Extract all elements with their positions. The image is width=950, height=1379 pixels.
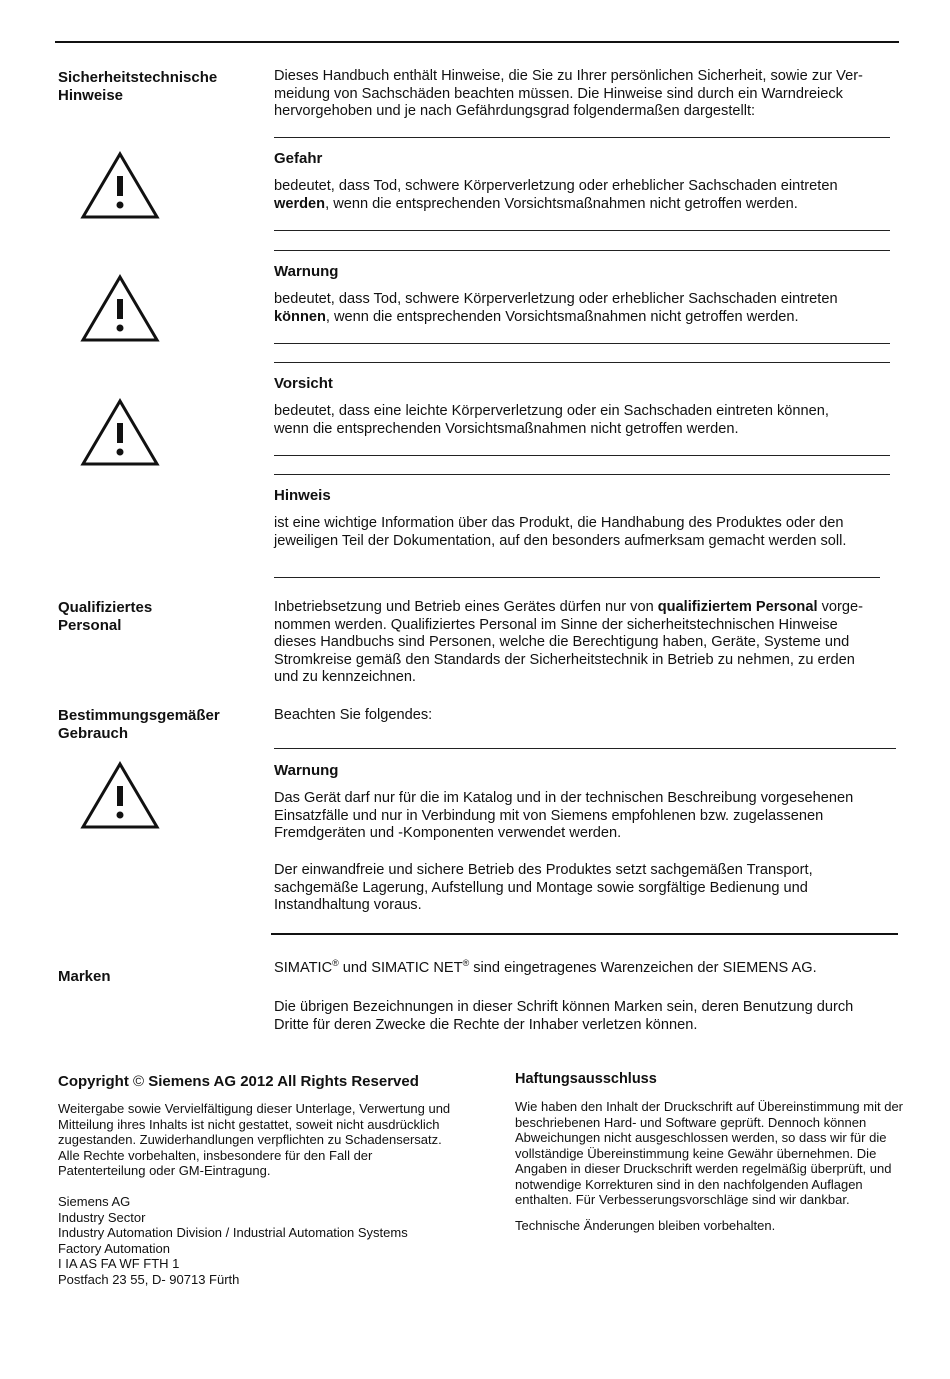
vorsicht-text [274, 403, 904, 438]
divider [274, 343, 890, 344]
text-line: I IA AS FA WF FTH 1 [58, 1256, 180, 1271]
gebrauch-text-2 [274, 862, 904, 915]
text-line: Wie haben den Inhalt der Druckschrift auf Übereinstimmung mit der [515, 1099, 904, 1114]
disclaimer-note: Technische Änderungen bleiben vorbehalten. [515, 1218, 776, 1233]
text-line: sachgemäße Lagerung, Aufstellung und Montage sowie sorgfältige Bedienung und [274, 879, 808, 896]
hinweis-text [274, 515, 904, 550]
label-line: Qualifiziertes [58, 599, 153, 616]
warning-triangle-icon [80, 397, 160, 467]
text-line: Das Gerät darf nur für die im Katalog und in der technischen Beschreibung vorgesehenen [274, 790, 854, 806]
text-line: Stromkreise gemäß den Standards der Sicherheitstechnik in Betrieb zu nehmen, zu erden [274, 651, 855, 668]
warnung-text [274, 291, 904, 326]
text-line [274, 309, 904, 327]
label-line: Personal [58, 617, 122, 634]
divider [271, 933, 898, 935]
text-line: Dieses Handbuch enthält Hinweise, die Sie zu Ihrer persönlichen Sicherheit, sowie zur Ver- [274, 68, 863, 84]
text-span: vorge- [817, 599, 863, 615]
text-span: , wenn die entsprechenden Vorsichtsmaßnahmen nicht getroffen werden. [325, 195, 798, 212]
copyright-symbol: © [133, 1073, 145, 1090]
divider [274, 577, 880, 578]
hinweis-title: Hinweis [274, 487, 331, 504]
text-span: Copyright [58, 1073, 133, 1090]
text-line: Postfach 23 55, D- 90713 Fürth [58, 1271, 240, 1287]
registered-mark: ® [332, 958, 339, 969]
text-line: Factory Automation [58, 1240, 170, 1256]
text-line: bedeutet, dass eine leichte Körperverletzung oder ein Sachschaden eintreten können, [274, 403, 829, 419]
text-line: Instandhaltung voraus. [274, 897, 422, 913]
text-line: Die übrigen Bezeichnungen in dieser Schrift können Marken sein, deren Benutzung durch [274, 999, 854, 1015]
gefahr-title: Gefahr [274, 150, 323, 167]
divider [274, 455, 890, 456]
gebrauch-text-1 [274, 790, 904, 843]
section-label-gebrauch [58, 707, 258, 743]
text-span: , wenn die entsprechenden Vorsichtsmaßnahmen nicht getroffen werden. [325, 308, 799, 325]
personal-text [274, 599, 904, 687]
label-line: Hinweise [58, 87, 124, 104]
emphasis: werden [274, 195, 326, 212]
divider [274, 474, 890, 475]
text-line: enthalten. Für Verbesserungsvorschläge sind wir dankbar. [515, 1192, 850, 1207]
copyright-text [58, 1101, 498, 1179]
marken-line-1 [274, 960, 904, 978]
gefahr-text [274, 178, 904, 213]
text-span: sind eingetragenes Warenzeichen der SIEMENS AG. [469, 960, 817, 976]
text-span: und SIMATIC NET [338, 960, 463, 976]
text-line: Fremdgeräten und -Komponenten verwendet werden. [274, 825, 622, 841]
text-line: dieses Handbuchs sind Personen, welche die Berechtigung haben, Geräte, Systeme und [274, 634, 850, 650]
text-span: Inbetriebsetzung und Betrieb eines Gerätes dürfen nur von [274, 599, 658, 615]
emphasis: können [274, 308, 326, 325]
section-label-personal [58, 599, 258, 635]
text-line: Mitteilung ihres Inhalts ist nicht gestattet, soweit nicht ausdrücklich [58, 1116, 440, 1132]
text-span: SIMATIC [274, 960, 333, 976]
text-span: Siemens AG 2012 All Rights Reserved [144, 1073, 419, 1090]
text-line: Dritte für deren Zwecke die Rechte der Inhaber verletzen können. [274, 1016, 698, 1033]
divider [274, 230, 890, 231]
text-line [274, 599, 904, 617]
text-line: wenn die entsprechenden Vorsichtsmaßnahmen nicht getroffen werden. [274, 420, 739, 437]
section-label-safety [58, 69, 258, 105]
text-line: jeweiligen Teil der Dokumentation, auf den besonders aufmerksam gemacht werden soll. [274, 532, 847, 549]
disclaimer-title: Haftungsausschluss [515, 1071, 657, 1087]
warning-triangle-icon [80, 273, 160, 343]
gebrauch-intro: Beachten Sie folgendes: [274, 707, 433, 723]
text-line: bedeutet, dass Tod, schwere Körperverletzung oder erheblicher Sachschaden eintreten [274, 178, 838, 194]
text-line: hervorgehoben und je nach Gefährdungsgrad folgendermaßen dargestellt: [274, 103, 756, 119]
warning-triangle-icon [80, 150, 160, 220]
text-line: Industry Automation Division / Industrial Automation Systems [58, 1225, 408, 1240]
text-line: Weitergabe sowie Vervielfältigung dieser Unterlage, Verwertung und [58, 1101, 451, 1116]
text-line: Der einwandfreie und sichere Betrieb des Produktes setzt sachgemäßen Transport, [274, 862, 813, 878]
warning-triangle-icon [80, 760, 160, 830]
text-line: beschriebenen Hard- und Software geprüft. Dennoch können [515, 1114, 867, 1130]
emphasis: qualifiziertem Personal [657, 599, 818, 615]
label-line: Bestimmungsgemäßer [58, 707, 220, 724]
copyright-title [58, 1073, 419, 1090]
divider [274, 748, 896, 749]
vorsicht-title: Vorsicht [274, 375, 333, 392]
marken-text-2 [274, 999, 904, 1034]
gebrauch-warnung-title: Warnung [274, 762, 339, 779]
text-line: Industry Sector [58, 1209, 146, 1225]
section-label-marken: Marken [58, 968, 111, 985]
address-block [58, 1194, 498, 1287]
text-line: Patenterteilung oder GM-Eintragung. [58, 1163, 271, 1178]
text-line: zugestanden. Zuwiderhandlungen verpflichten zu Schadensersatz. [58, 1132, 442, 1147]
text-line [274, 196, 904, 214]
divider [274, 250, 890, 251]
divider [274, 362, 890, 363]
text-line: Einsatzfälle und nur in Verbindung mit von Siemens empfohlenen bzw. zugelassenen [274, 807, 824, 824]
text-line: Angaben in dieser Druckschrift werden regelmäßig überprüft, und [515, 1161, 892, 1176]
registered-mark: ® [462, 958, 470, 969]
text-line: ist eine wichtige Information über das Produkt, die Handhabung des Produktes oder den [274, 515, 844, 531]
top-divider [55, 41, 899, 43]
disclaimer-text [515, 1099, 945, 1208]
warnung-title: Warnung [274, 263, 339, 280]
label-line: Sicherheitstechnische [58, 69, 218, 86]
text-line: Siemens AG [58, 1194, 131, 1209]
text-line: bedeutet, dass Tod, schwere Körperverletzung oder erheblicher Sachschaden eintreten [274, 291, 838, 307]
text-line: und zu kennzeichnen. [274, 669, 416, 685]
text-line: Alle Rechte vorbehalten, insbesondere für den Fall der [58, 1147, 373, 1163]
text-line: Abweichungen nicht ausgeschlossen werden, so dass wir für die [515, 1130, 887, 1145]
text-line: nommen werden. Qualifiziertes Personal im Sinne der sicherheitstechnischen Hinweise [274, 616, 838, 633]
text-line: meidung von Sachschäden beachten müssen. Die Hinweise sind durch ein Warndreieck [274, 85, 843, 102]
text-line: notwendige Korrekturen sind in den nachfolgenden Auflagen [515, 1176, 863, 1192]
divider [274, 137, 890, 138]
safety-intro [274, 68, 904, 121]
label-line: Gebrauch [58, 725, 129, 742]
text-line: vollständige Übereinstimmung keine Gewähr übernehmen. Die [515, 1145, 877, 1161]
